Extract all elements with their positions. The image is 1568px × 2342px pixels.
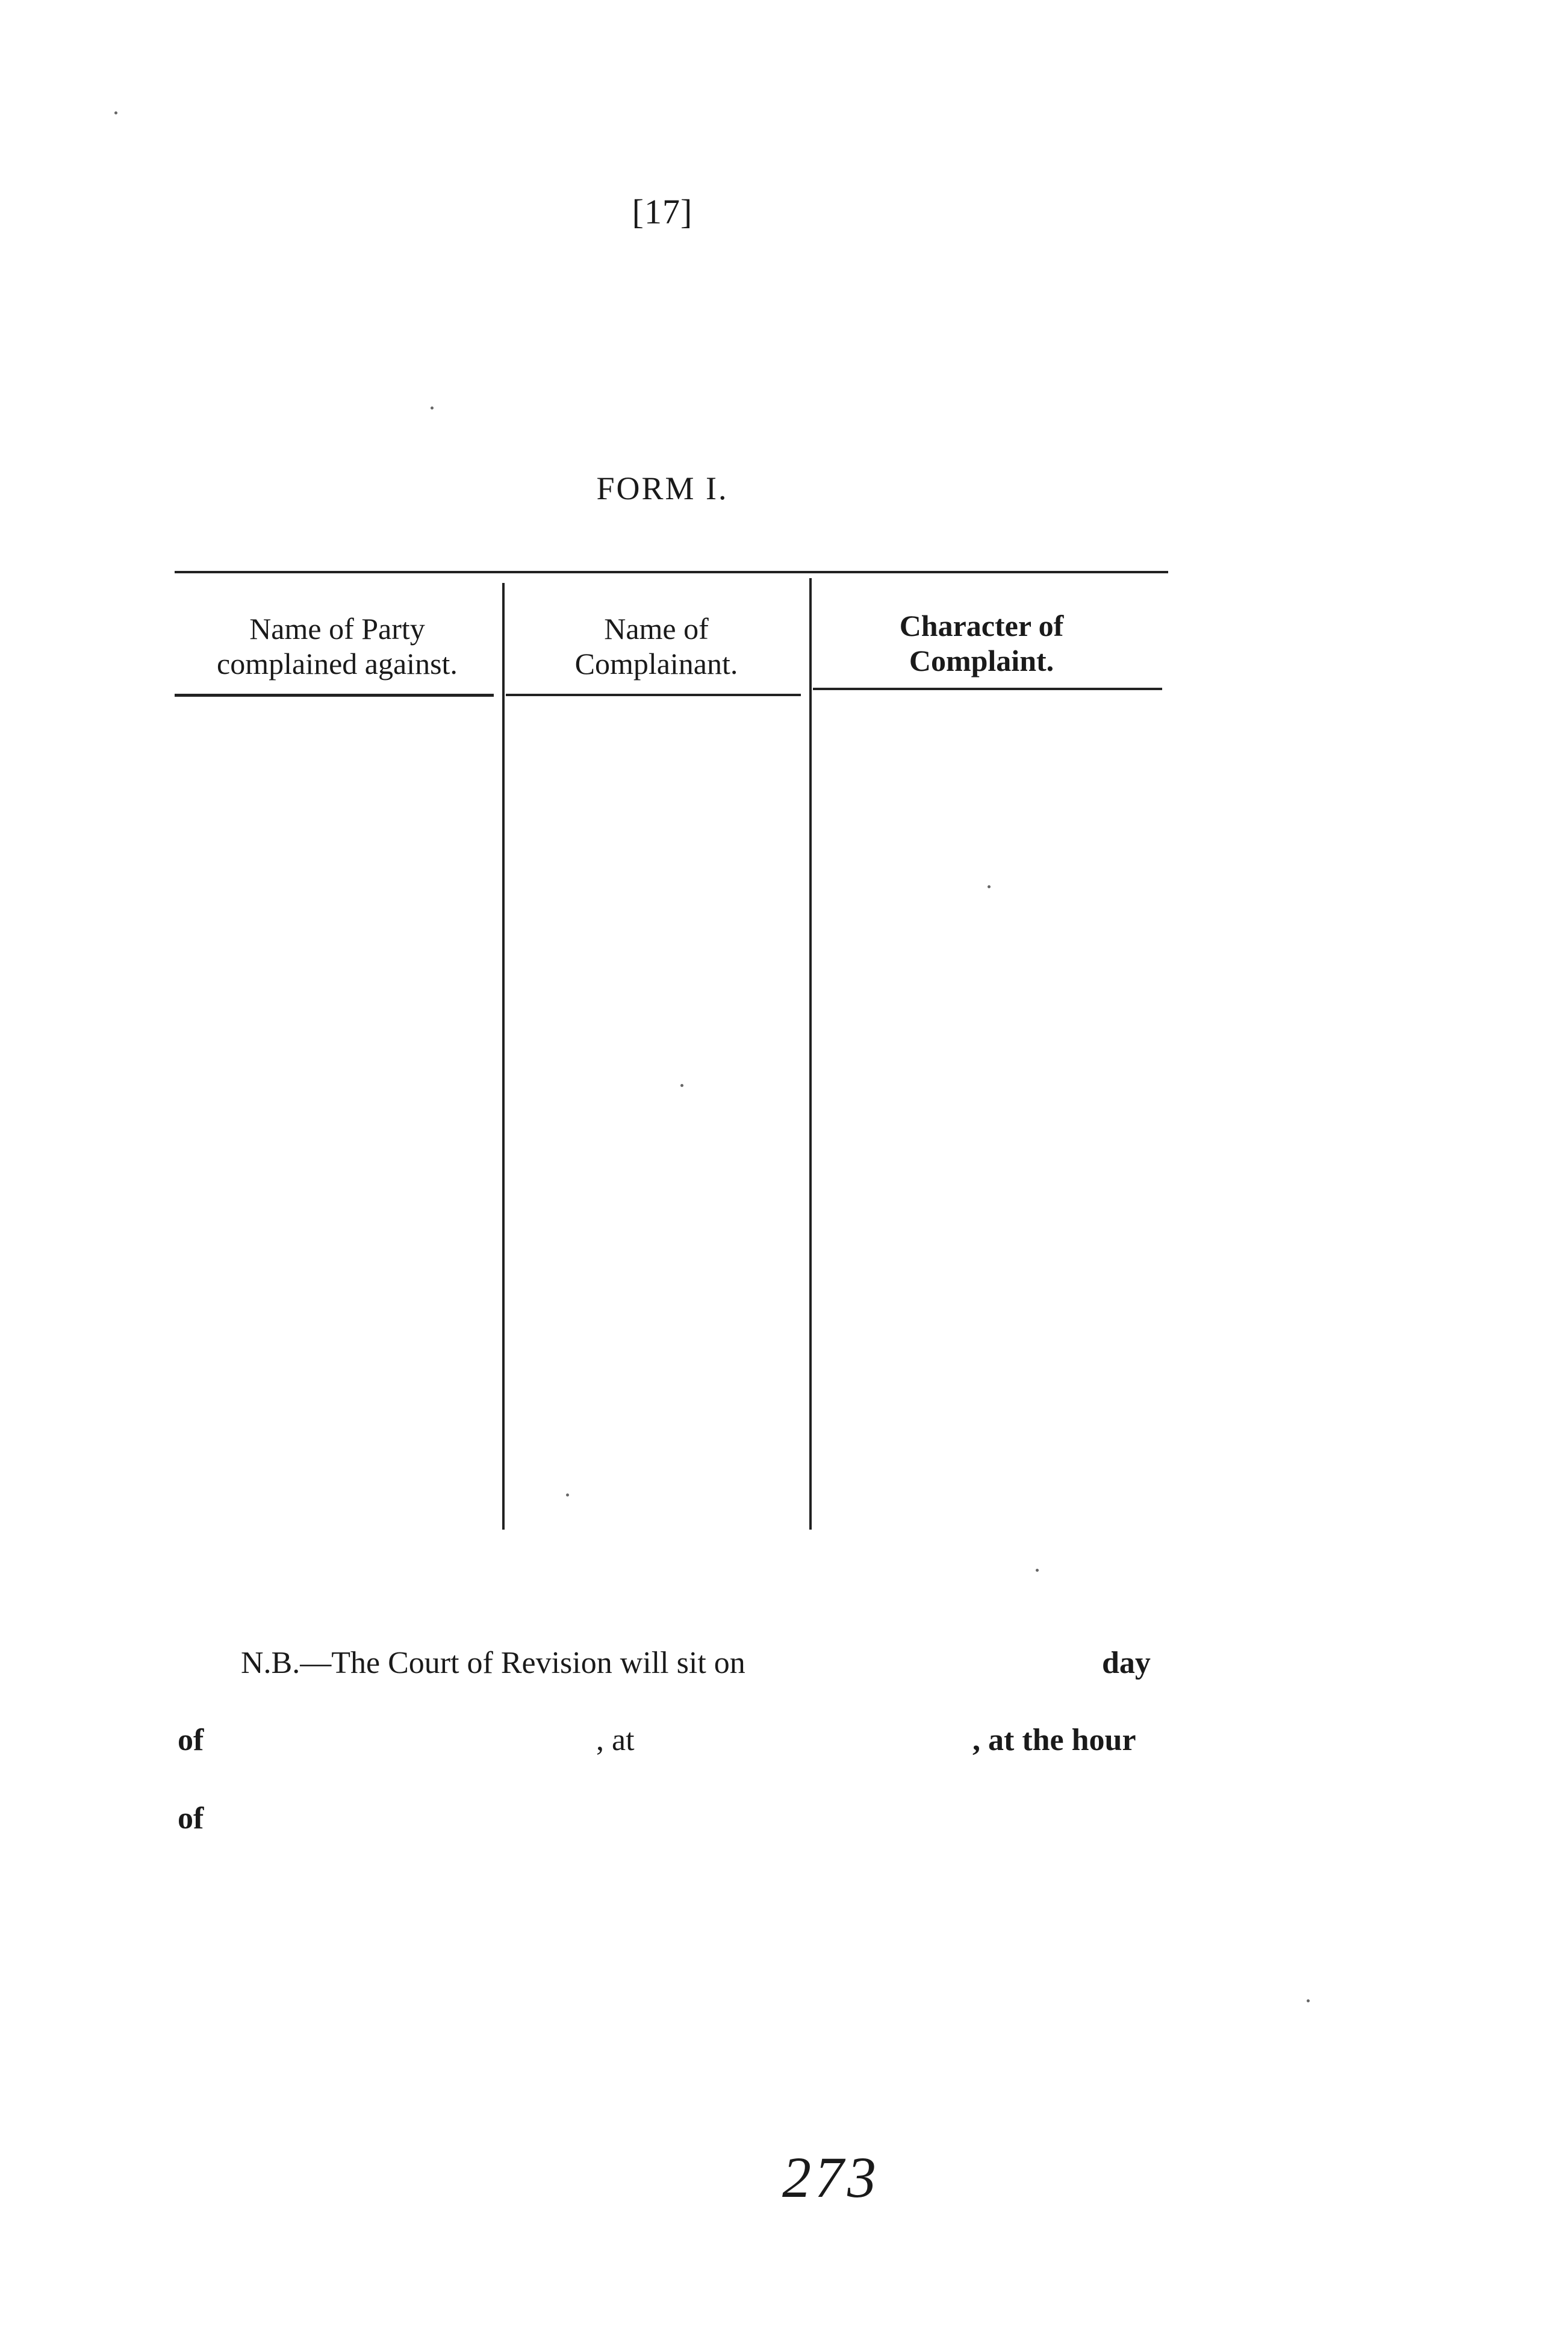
header-rule-col1: [175, 694, 494, 697]
table-top-rule: [175, 571, 1168, 573]
scan-speck: [1036, 1569, 1039, 1572]
note-line1-text: N.B.—The Court of Revision will sit on: [241, 1646, 745, 1680]
page-folio-number: 273: [782, 2145, 880, 2210]
note-line2-of: of: [178, 1723, 204, 1757]
note-line1-day: day: [1102, 1646, 1151, 1680]
scan-speck: [114, 111, 117, 114]
column-header-complainant-line2: Complainant.: [574, 647, 738, 680]
header-rule-col3: [813, 688, 1162, 690]
column-header-party-line2: complained against.: [217, 647, 458, 680]
column-divider-2: [809, 578, 812, 1530]
column-header-party: [175, 611, 500, 681]
note-line2-hour: , at the hour: [972, 1723, 1136, 1757]
scan-speck: [1307, 1999, 1310, 2002]
scan-speck: [431, 406, 434, 410]
form-title: FORM I.: [596, 470, 729, 506]
column-divider-1: [502, 583, 505, 1530]
column-header-party-line1: Name of Party: [249, 612, 425, 646]
column-header-complainant: [506, 611, 807, 681]
note-line3-of: of: [178, 1801, 204, 1836]
scan-speck: [566, 1493, 569, 1496]
column-header-complainant-line1: Name of: [604, 612, 709, 646]
note-line2-at: , at: [596, 1723, 635, 1757]
column-header-character: [813, 608, 1150, 678]
column-header-character-line1: Character of: [899, 609, 1064, 643]
scan-speck: [988, 885, 991, 888]
column-header-character-line2: Complaint.: [909, 644, 1054, 677]
header-rule-col2: [506, 694, 801, 696]
page-reference: [17]: [632, 192, 693, 231]
scan-speck: [680, 1084, 683, 1087]
